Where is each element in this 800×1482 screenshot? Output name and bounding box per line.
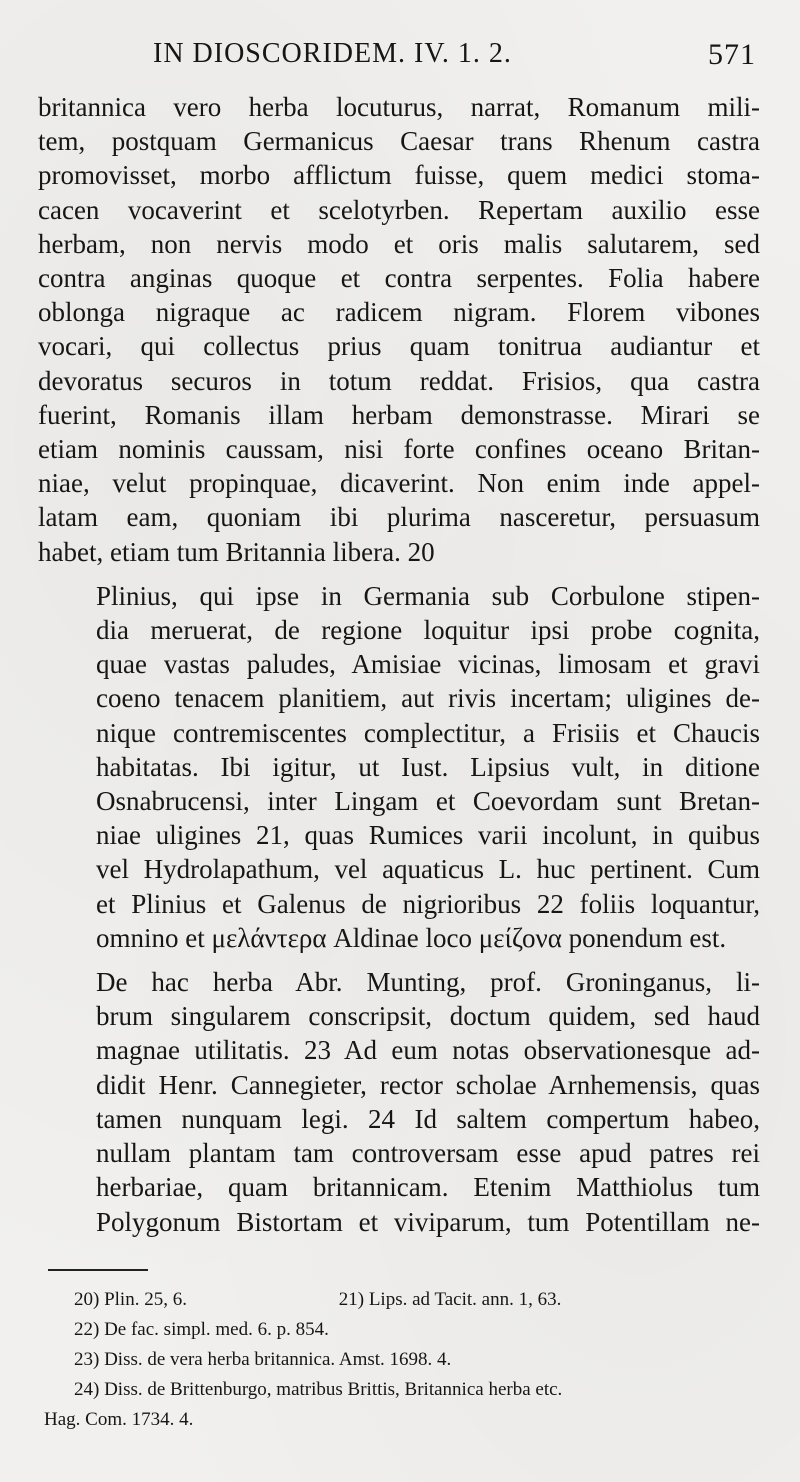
text-line: herbam, non nervis modo et oris malis salutarem, sed — [38, 228, 760, 259]
text-line: brum singularem conscripsit, doctum quidem, sed haud — [96, 1001, 760, 1032]
text-line: didit Henr. Cannegieter, rector scholae Arnhemensis, quas — [96, 1069, 760, 1100]
footnote-row — [74, 1285, 760, 1315]
text-line: Plinius, qui ipse in Germania sub Corbulone stipen- — [96, 580, 760, 611]
text-line: britannica vero herba locuturus, narrat, Romanum mili- — [38, 92, 760, 122]
text-line: habitatas. Ibi igitur, ut Iust. Lipsius vult, in ditione — [96, 751, 760, 782]
text-line: Polygonum Bistortam et viviparum, tum Potentillam ne- — [96, 1206, 760, 1237]
footnote-row — [74, 1315, 760, 1345]
running-title: IN DIOSCORIDEM. IV. 1. 2. — [153, 38, 512, 69]
text-line: fuerint, Romanis illam herbam demonstrasse. Mirari se — [38, 399, 760, 430]
footnote-divider — [48, 1269, 148, 1271]
text-line: tamen nunquam legi. 24 Id saltem compertum habeo, — [96, 1103, 760, 1134]
footnote-23: 23) Diss. de vera herba britannica. Amst. 1698. 4. — [74, 1348, 452, 1370]
text-line: vel Hydrolapathum, vel aquaticus L. huc pertinent. Cum — [96, 854, 760, 885]
text-line: coeno tenacem planitiem, aut rivis incertam; uligines de- — [96, 683, 760, 714]
footnote-20: 20) Plin. 25, 6. — [74, 1288, 187, 1310]
text-line: nullam plantam tam controversam esse apud patres rei — [96, 1138, 760, 1169]
text-line: herbariae, quam britannicam. Etenim Matthiolus tum — [96, 1172, 760, 1203]
paragraph-1 — [38, 90, 760, 569]
footnote-24-continued: Hag. Com. 1734. 4. — [44, 1408, 194, 1430]
text-line: oblonga nigraque ac radicem nigram. Florem vibones — [38, 297, 760, 328]
footnote-24: 24) Diss. de Brittenburgo, matribus Brittis, Britannica herba etc. — [74, 1378, 563, 1400]
text-line: vocari, qui collectus prius quam tonitrua audiantur et — [38, 331, 760, 362]
page-header — [38, 38, 760, 90]
footnote-22: 22) De fac. simpl. med. 6. p. 854. — [74, 1318, 329, 1340]
text-line: De hac herba Abr. Munting, prof. Groninganus, li- — [96, 967, 760, 998]
text-line: quae vastas paludes, Amisiae vicinas, limosam et gravi — [96, 649, 760, 680]
text-line: et Plinius et Galenus de nigrioribus 22 foliis loquantur, — [96, 888, 760, 919]
text-line: niae uligines 21, quas Rumices varii incolunt, in quibus — [96, 820, 760, 851]
text-line: dia meruerat, de regione loquitur ipsi probe cognita, — [96, 615, 760, 646]
text-line: omnino et μελάντερα Aldinae loco μείζονα ponendum est. — [96, 922, 727, 953]
text-line: tem, postquam Germanicus Caesar trans Rhenum castra — [38, 126, 760, 157]
body-text — [38, 90, 760, 1239]
text-line: latam eam, quoniam ibi plurima nasceretur, persuasum — [38, 502, 760, 533]
text-line: nique contremiscentes complectitur, a Frisiis et Chaucis — [96, 717, 760, 748]
footnote-row — [74, 1345, 760, 1375]
footnote-row — [74, 1375, 760, 1405]
page-number: 571 — [708, 38, 756, 71]
text-line: promovisset, morbo afflictum fuisse, quem medici stoma- — [38, 160, 760, 191]
footnotes — [38, 1285, 760, 1435]
paragraph-2 — [38, 579, 760, 955]
paragraph-3 — [38, 965, 760, 1239]
footnote-21: 21) Lips. ad Tacit. ann. 1, 63. — [338, 1288, 562, 1310]
text-line: devoratus securos in totum reddat. Frisios, qua castra — [38, 365, 760, 396]
text-line: habet, etiam tum Britannia libera. 20 — [38, 536, 435, 567]
text-line: Osnabrucensi, inter Lingam et Coevordam sunt Bretan- — [96, 786, 760, 817]
text-line: etiam nominis caussam, nisi forte confines oceano Britan- — [38, 434, 760, 465]
footnote-continuation — [44, 1405, 760, 1435]
text-line: magnae utilitatis. 23 Ad eum notas observationesque ad- — [96, 1035, 760, 1066]
text-line: cacen vocaverint et scelotyrben. Repertam auxilio esse — [38, 194, 760, 225]
text-line: contra anginas quoque et contra serpentes. Folia habere — [38, 263, 760, 294]
text-line: niae, velut propinquae, dicaverint. Non enim inde appel- — [38, 468, 760, 499]
